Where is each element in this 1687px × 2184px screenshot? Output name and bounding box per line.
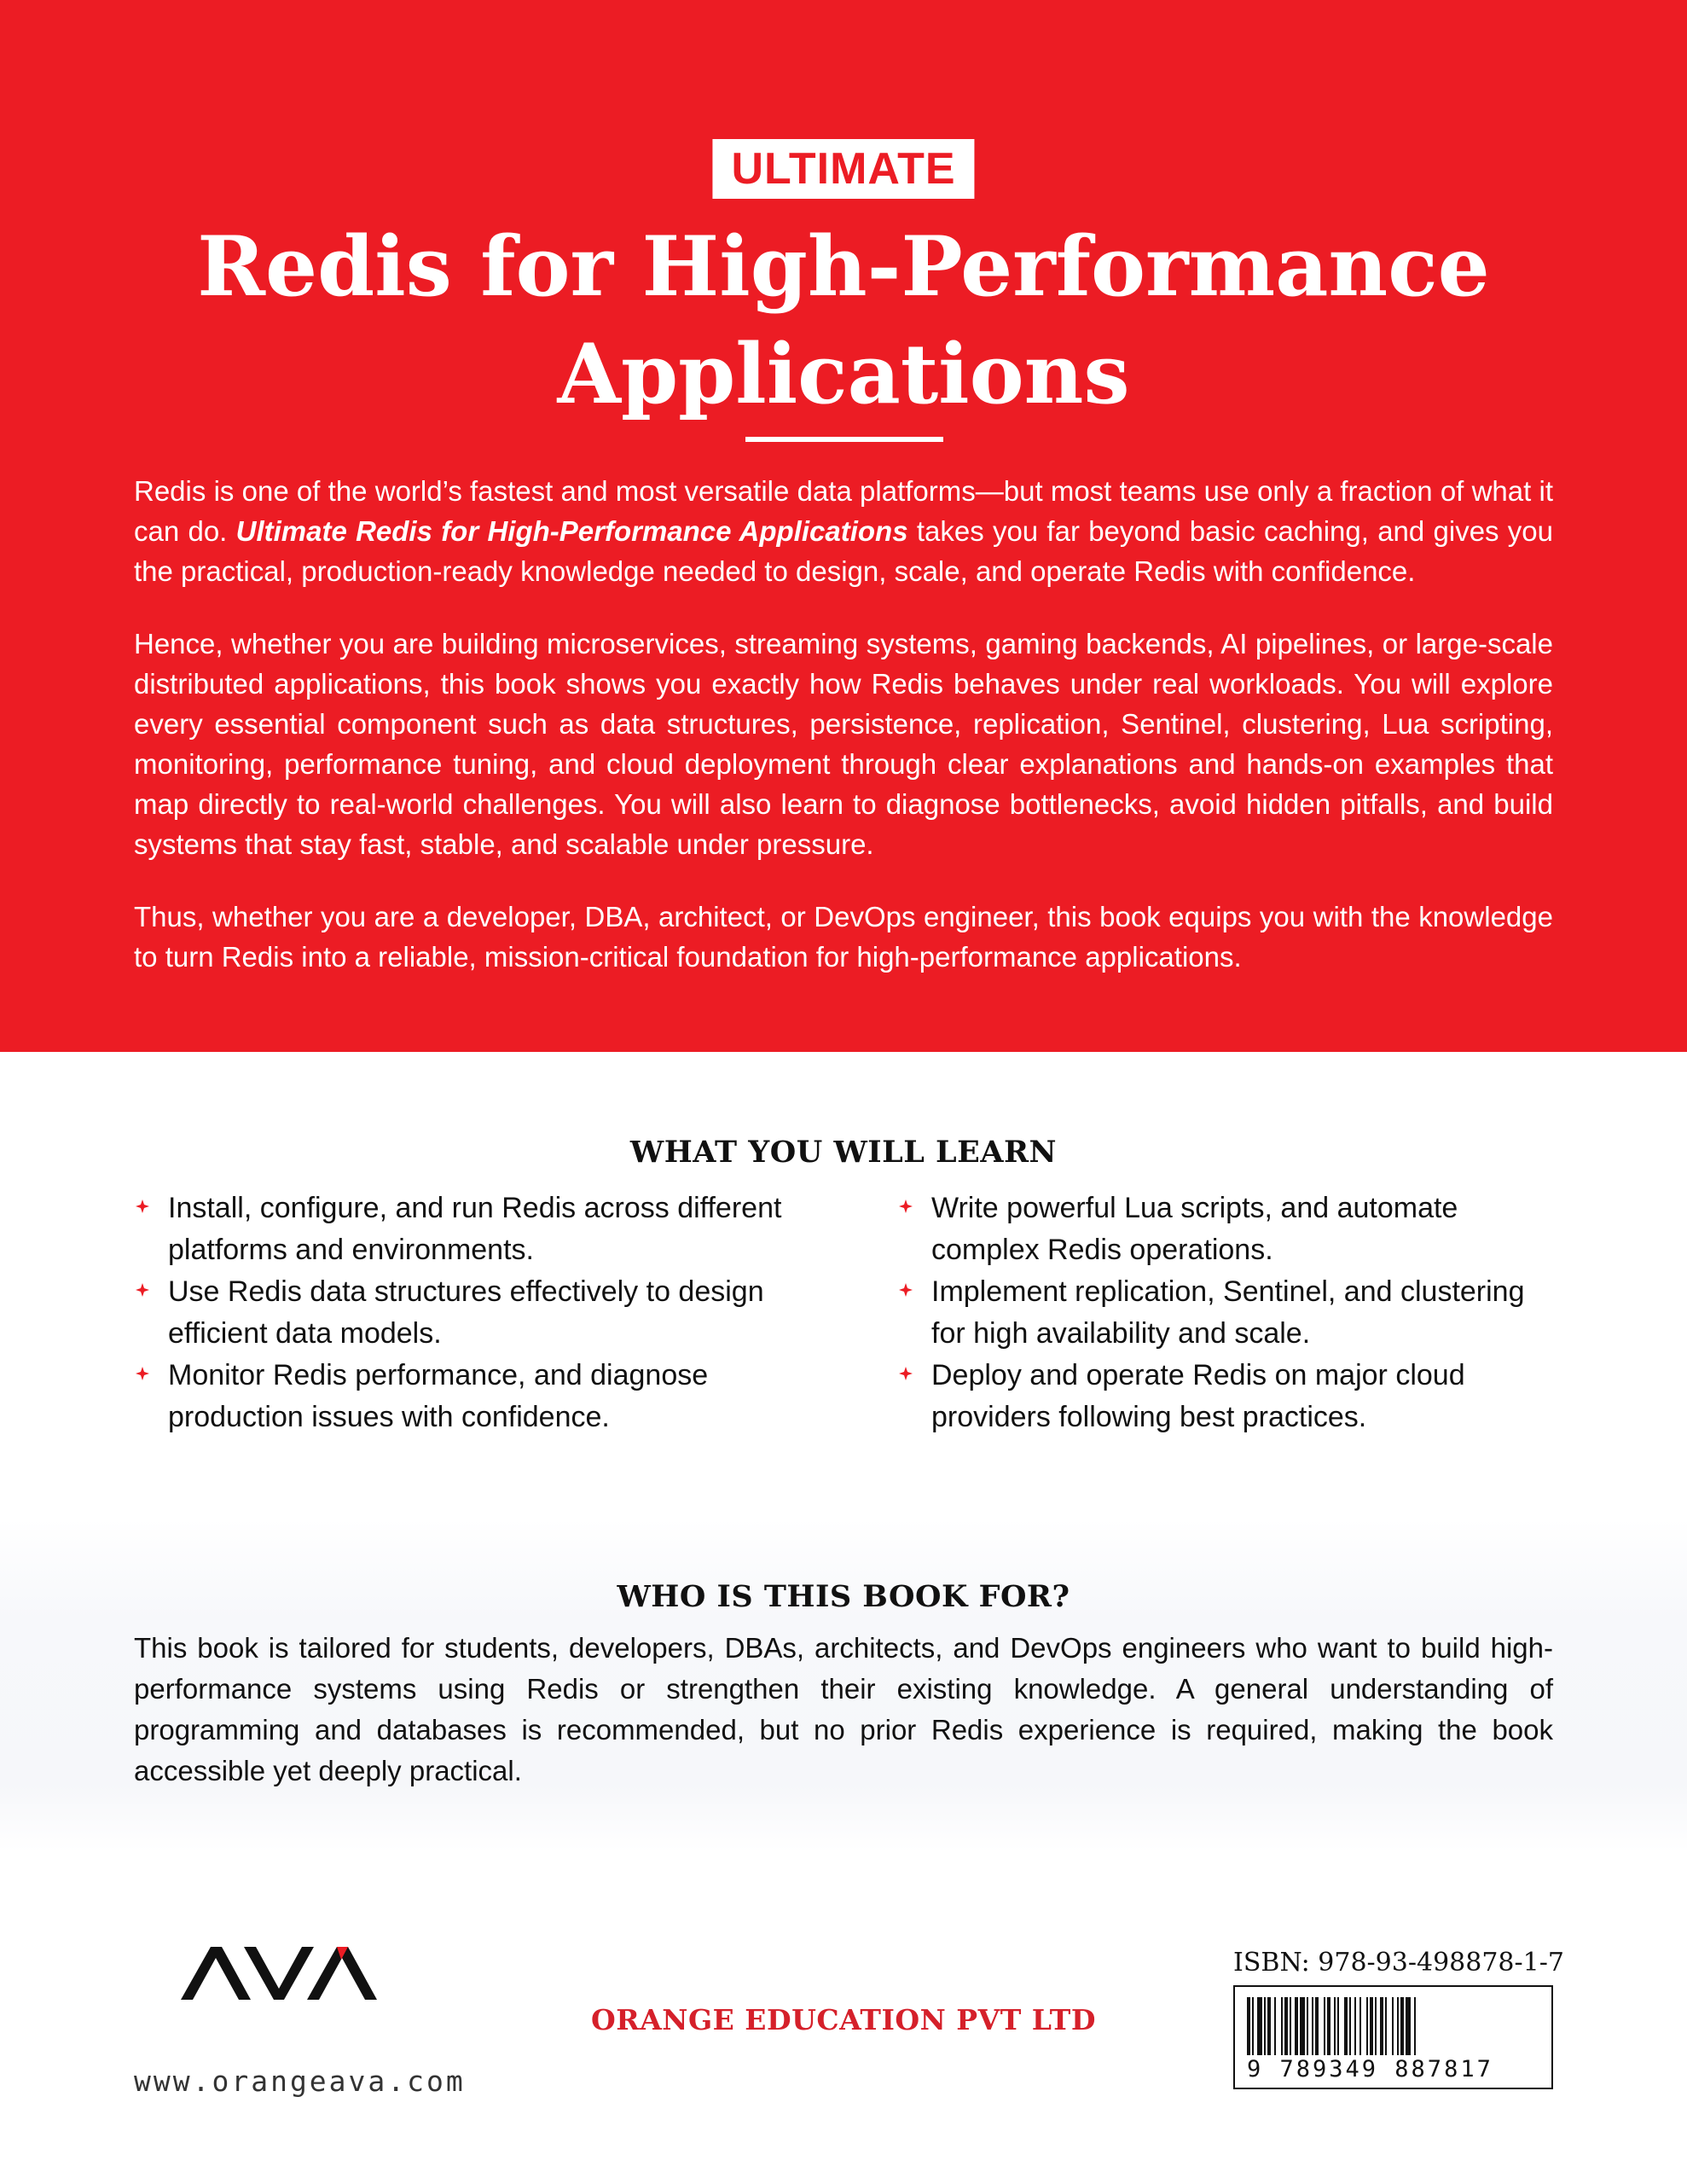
barcode-bar — [1392, 1997, 1394, 2055]
barcode-bar — [1247, 1997, 1250, 2055]
audience-heading: WHO IS THIS BOOK FOR? — [617, 1579, 1070, 1614]
barcode-bar — [1385, 1997, 1387, 2055]
ava-logo-mark — [181, 1943, 394, 2003]
barcode-bar — [1397, 1997, 1399, 2055]
barcode-bar — [1370, 1997, 1373, 2055]
barcode-bar — [1344, 1997, 1348, 2055]
learn-item — [134, 1355, 833, 1438]
learn-item — [897, 1188, 1562, 1271]
barcode-bar — [1300, 1997, 1305, 2055]
barcode-bar — [1295, 1997, 1298, 2055]
red-four-point-star-icon — [136, 1367, 149, 1380]
series-badge: ULTIMATE — [712, 139, 974, 199]
description-paragraph-3: Thus, whether you are a developer, DBA, architect, or DevOps engineer, this book equips you with the knowledge to turn Redis into a reliable, mission-critical foundation for high-performance applications. — [134, 901, 1553, 973]
barcode-bar — [1354, 1997, 1356, 2055]
barcode-bar — [1315, 1997, 1319, 2055]
barcode-bar — [1324, 1997, 1325, 2055]
title-divider — [745, 437, 943, 442]
learn-item-text: Implement replication, Sentinel, and clustering for high availability and scale. — [931, 1275, 1525, 1350]
barcode-bar — [1334, 1997, 1336, 2055]
barcode-bar — [1252, 1997, 1254, 2055]
barcode-bar — [1400, 1997, 1404, 2055]
red-four-point-star-icon — [136, 1199, 149, 1213]
learn-item-text: Write powerful Lua scripts, and automate complex Redis operations. — [931, 1192, 1458, 1266]
red-four-point-star-icon — [899, 1367, 913, 1380]
learn-item-text: Deploy and operate Redis on major cloud providers following best practices. — [931, 1359, 1465, 1433]
book-description — [134, 471, 1553, 1009]
barcode-bar — [1414, 1997, 1416, 2055]
book-title-line-2: Applications — [557, 326, 1130, 422]
barcode-bar — [1267, 1997, 1271, 2055]
isbn-label: ISBN: 978-93-498878-1-7 — [1233, 1948, 1564, 1978]
learn-item — [897, 1271, 1562, 1355]
barcode-bar — [1264, 1997, 1266, 2055]
barcode-bar — [1307, 1997, 1308, 2055]
barcode-bar — [1327, 1997, 1330, 2055]
learn-item-text: Monitor Redis performance, and diagnose production issues with confidence. — [168, 1359, 709, 1433]
description-paragraph-2: Hence, whether you are building microservices, streaming systems, gaming backends, AI pipelines, or large-scale distributed applications, this book shows you exactly how Redis behaves under real workloads. You will explore every essential component such as data structures, persistence, replication, Sentinel, clustering, Lua scripting, monitoring, performance tuning, and cloud deployment through clear explanations and hands-on examples that map directly to real-world challenges. You will also learn to diagnose bottlenecks, avoid hidden pitfalls, and build systems that stay fast, stable, and scalable under pressure. — [134, 628, 1553, 860]
barcode-bar — [1312, 1997, 1313, 2055]
book-title — [0, 213, 1687, 428]
barcode-bar — [1406, 1997, 1411, 2055]
description-p1-end: takes you far beyond basic caching, and gives you the practical, production-ready knowledge needed to design, scale, and operate Redis with confidence. — [134, 515, 1554, 587]
barcode-bar — [1274, 1997, 1276, 2055]
learn-list-left — [134, 1188, 833, 1438]
cover-hero-panel — [0, 0, 1687, 1052]
publisher-name: ORANGE EDUCATION PVT LTD — [591, 2003, 1096, 2036]
isbn-barcode — [1233, 1985, 1553, 2089]
ava-logo — [181, 1943, 394, 2003]
learn-item-text: Install, configure, and run Redis across different platforms and environments. — [168, 1192, 782, 1266]
learn-item — [134, 1188, 833, 1271]
barcode-bar — [1380, 1997, 1383, 2055]
description-p1-title: Ultimate Redis for High-Performance Applications — [235, 515, 908, 547]
barcode-bar — [1257, 1997, 1262, 2055]
barcode-bar — [1349, 1997, 1351, 2055]
learn-list-right — [897, 1188, 1562, 1438]
barcode-digits: 9 789349 887817 — [1247, 2056, 1493, 2082]
barcode-bar — [1375, 1997, 1377, 2055]
barcode-bar — [1290, 1997, 1291, 2055]
learn-heading: WHAT YOU WILL LEARN — [629, 1135, 1058, 1170]
description-p1-start: Redis is one of the world’s fastest and most versatile data platforms—but most teams use only a fraction of what it can do. — [134, 475, 1553, 547]
learn-item-text: Use Redis data structures effectively to design efficient data models. — [168, 1275, 764, 1350]
red-four-point-star-icon — [136, 1283, 149, 1297]
book-title-line-1: Redis for High-Performance — [197, 218, 1490, 315]
publisher-website: www.orangeava.com — [134, 2065, 466, 2098]
red-four-point-star-icon — [899, 1283, 913, 1297]
learn-item — [897, 1355, 1562, 1438]
red-four-point-star-icon — [899, 1199, 913, 1213]
barcode-bar — [1359, 1997, 1361, 2055]
barcode-bar — [1284, 1997, 1288, 2055]
description-paragraph-1 — [134, 471, 1553, 591]
barcode-bar — [1337, 1997, 1339, 2055]
audience-text: This book is tailored for students, developers, DBAs, architects, and DevOps engineers who want to build high-performance systems using Redis or strengthen their existing knowledge. A general understanding of programming and databases is recommended, but no prior Redis experience is required, making the book accessible yet deeply practical. — [134, 1632, 1553, 1786]
barcode-bar — [1281, 1997, 1283, 2055]
barcode-bar — [1366, 1997, 1368, 2055]
learn-item — [134, 1271, 833, 1355]
